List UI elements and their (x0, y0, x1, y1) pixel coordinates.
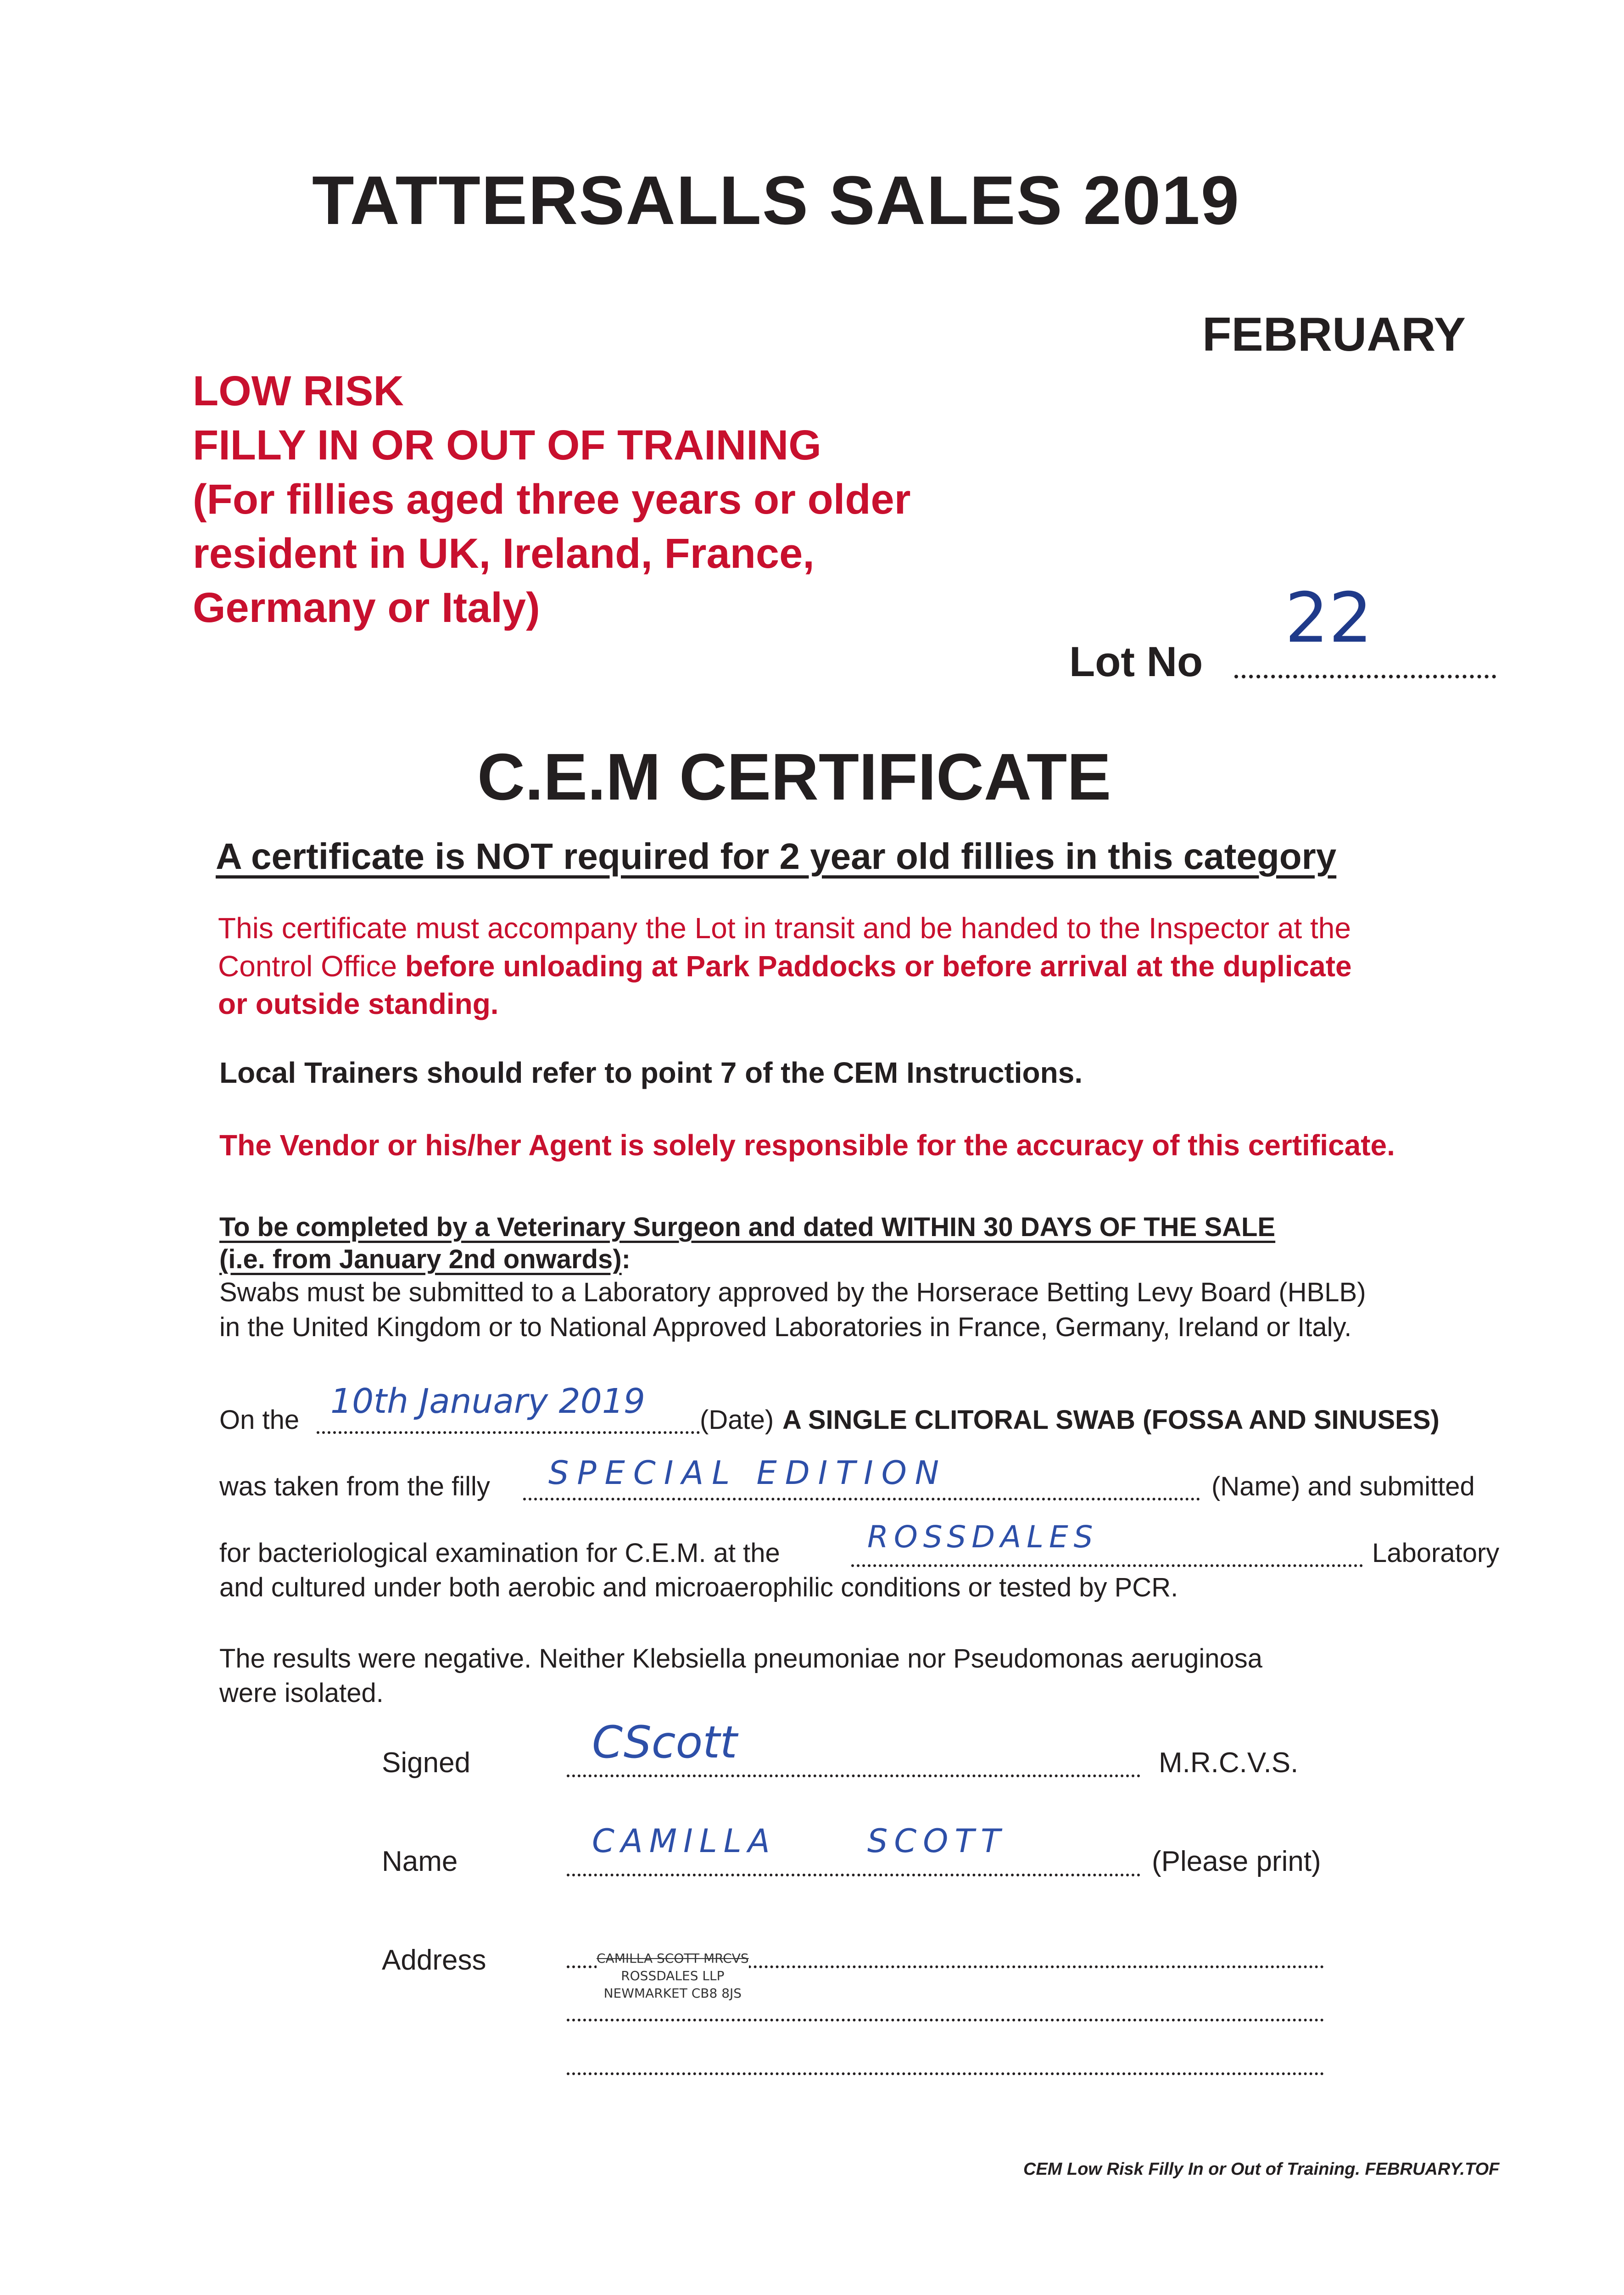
address-label: Address (382, 1944, 486, 1976)
page-title: TATTERSALLS SALES 2019 (312, 162, 1240, 239)
date-field-dots (317, 1431, 700, 1434)
sale-month: FEBRUARY (1202, 308, 1466, 361)
signed-label: Signed (382, 1747, 471, 1779)
stamp-line-name: CAMILLA SCOTT MRCVS (597, 1951, 749, 1966)
swab-description: A SINGLE CLITORAL SWAB (FOSSA AND SINUSES) (782, 1405, 1440, 1435)
vendor-responsibility-note: The Vendor or his/her Agent is solely responsible for the accuracy of this certificate. (219, 1129, 1395, 1162)
footer-reference: CEM Low Risk Filly In or Out of Training. FEBRUARY.TOF (1023, 2160, 1500, 2179)
swabs-requirement-line1: Swabs must be submitted to a Laboratory approved by the Horserace Betting Levy Board (HBLB) (219, 1277, 1366, 1307)
address-line3-dots (567, 2072, 1324, 2075)
category-age: (For fillies aged three years or older (193, 476, 911, 523)
vet-last-name[interactable]: SCOTT (867, 1822, 1007, 1860)
taken-from-label: was taken from the filly (219, 1472, 490, 1501)
please-print-note: (Please print) (1152, 1846, 1321, 1877)
transit-instruction-bold: before unloading at Park Paddocks or before arrival at the duplicate (405, 950, 1352, 983)
mrcvs-label: M.R.C.V.S. (1159, 1747, 1299, 1779)
filly-name-dots (523, 1498, 1200, 1500)
swabs-requirement-line2: in the United Kingdom or to National Approved Laboratories in France, Germany, Ireland or Italy. (219, 1312, 1352, 1342)
vet-heading-colon: : (621, 1244, 631, 1274)
date-suffix: (Date) (700, 1405, 774, 1435)
laboratory-dots (851, 1564, 1363, 1567)
address-line2-dots (567, 2019, 1324, 2021)
vet-heading-line2 (219, 1244, 631, 1275)
local-trainers-note: Local Trainers should refer to point 7 of the CEM Instructions. (219, 1056, 1083, 1089)
name-label: Name (382, 1846, 458, 1877)
results-line2: were isolated. (219, 1678, 384, 1708)
signature-dots (567, 1774, 1140, 1777)
stamp-line-town: NEWMARKET CB8 8JS (603, 1986, 742, 2001)
transit-instruction-line1: This certificate must accompany the Lot in transit and be handed to the Inspector at the (218, 912, 1351, 945)
address-stamp (597, 1950, 749, 2002)
results-line1: The results were negative. Neither Klebsiella pneumoniae nor Pseudomonas aeruginosa (219, 1644, 1263, 1674)
vet-first-name[interactable]: CAMILLA (592, 1822, 776, 1860)
laboratory-value[interactable]: ROSSDALES (867, 1519, 1099, 1555)
certificate-subtitle: A certificate is NOT required for 2 year old fillies in this category (216, 836, 1337, 877)
filly-name-value[interactable]: SPECIAL EDITION (548, 1454, 948, 1492)
vet-heading-date-range: (i.e. from January 2nd onwards) (219, 1244, 622, 1274)
name-dots (567, 1874, 1140, 1876)
date-field-value[interactable]: 10th January 2019 (330, 1382, 645, 1421)
filly-name-suffix: (Name) and submitted (1211, 1472, 1475, 1501)
lot-number-value: 22 (1285, 578, 1373, 658)
vet-heading-line1: To be completed by a Veterinary Surgeon and dated WITHIN 30 DAYS OF THE SALE (219, 1212, 1276, 1242)
lot-number-label: Lot No (1069, 638, 1203, 685)
on-the-label: On the (219, 1405, 300, 1435)
lot-number-dots (1234, 675, 1496, 678)
examination-label: for bacteriological examination for C.E.M. at the (219, 1538, 780, 1568)
signature-value[interactable]: CScott (592, 1717, 737, 1768)
transit-instruction-line2 (218, 949, 1352, 983)
category-risk: LOW RISK (193, 368, 404, 414)
category-training: FILLY IN OR OUT OF TRAINING (193, 422, 821, 469)
category-residence: resident in UK, Ireland, France, (193, 530, 815, 577)
stamp-line-practice: ROSSDALES LLP (621, 1968, 725, 1983)
transit-instruction-plain: Control Office (218, 950, 405, 983)
culture-conditions: and cultured under both aerobic and microaerophilic conditions or tested by PCR. (219, 1573, 1178, 1602)
laboratory-suffix: Laboratory (1372, 1538, 1500, 1568)
category-countries: Germany or Italy) (193, 584, 540, 631)
transit-instruction-line3: or outside standing. (218, 987, 499, 1020)
certificate-title: C.E.M CERTIFICATE (477, 740, 1111, 814)
